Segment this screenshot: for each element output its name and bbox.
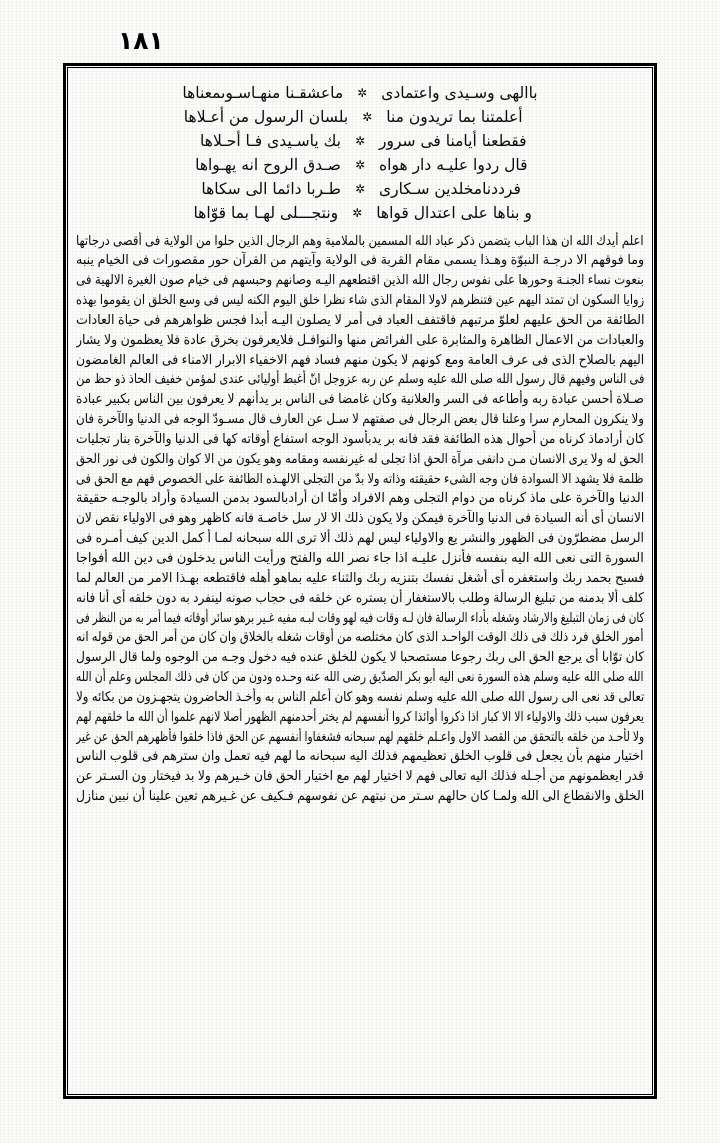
prose-line: السورة التى نعى الله اليه بنفسه فأنزل عليـه اذا جاء نصر الله والفتح ورأيت الناس يدخلون فى دين الله أفواجا xyxy=(76,551,644,566)
prose-line: الحق له ولا يرى الانسان مـن دانفى مرآة الحق اذا تجلى له غيرنفسه ومقامه وهو يكون من الا كوان والكون فى نور الحق xyxy=(76,451,644,467)
prose-line: الانسان أى أنه السيادة فى الدنيا والآخرة فيمكن ولا يكون ذلك الا لار سل خاصـة فانه كاظهر وهو فى الاولياء نقص لان xyxy=(76,511,644,527)
verse-separator-icon: ✲ xyxy=(352,206,363,220)
prose-line: ولا ينكرون المحارم سرا وعلنا قال بعض الرجال فى صفتهم لا سـل عن العارف قال مسـودّ الوجه فى الدنيا والآخرة فان xyxy=(76,412,644,428)
verse-line xyxy=(76,82,644,106)
verse-separator-icon: ✲ xyxy=(357,86,368,100)
prose-line: اعلم أيدك الله ان هذا الباب يتضمن ذكر عباد الله المسمين بالملامية وهم الرجال الذين حلوا من الولاية فى أقصى درجاتها xyxy=(76,233,644,249)
verse-separator-icon: ✲ xyxy=(354,134,366,148)
prose-line: ظلمة فلا يشهد الا السوادة فان وجه الشىء حقيقته وذاته ولا بدّ من التجلى الالهـذه الطائفة على الخصوص فهم مع الحق فى xyxy=(76,471,644,487)
verse-line xyxy=(76,154,644,178)
prose-line: الله صلى الله عليه وسلم هذه السورة نعى اليه أبو بكر الصدّيق رضى الله عنه وحـده ودون من كان فى ذلك المجلس وعلم أن الله xyxy=(76,670,644,686)
prose-line: فسبح بحمد ربك واستغفره أى أشغل نفسك بتنزيه ربك والثناء عليه بماهو أهله فاقتطعه بهـذا الامر من العالم لما xyxy=(76,570,644,586)
verse-line xyxy=(76,178,644,202)
prose-line: الرسل مضطرّون فى الظهور والنشر يع والاولياء ليس لهم ذلك ألا ترى الله سبحانه لمـا أ كمل الدين كيف أمـره فى xyxy=(76,531,644,547)
verse-line xyxy=(76,106,644,130)
verse-separator-icon: ✲ xyxy=(354,158,366,172)
page-number: ١٨١ xyxy=(118,26,164,55)
prose-line: فى الناس وفيهم قال رسول الله صلى الله عليه وسلم عن ربه عزوجل انّ أغبط أوليائى عندى لمؤمن خفيف الحاذ ذو حظ من xyxy=(76,372,644,388)
prose-line: صـلاة أحسن عبادة ربه وأطاعه فى السر والعلانية وكان غامضا فى الناس بر يدأنهم لا يعرفون بين الناس بكبير عبادة xyxy=(76,392,644,408)
hemistich-second: صـدق الروح انه يهـواها xyxy=(195,156,341,174)
hemistich-second: طـربا دائما الى سكاها xyxy=(201,180,341,198)
prose-line: يعرفون سبب ذلك والاولياء الا الا كبار اذا ذكروا أوائذا كروا أنفسهم لم يختر أحدمنهم الظهور أصلا لانهم علموا أن الله ما خلقهم لهم xyxy=(76,709,644,725)
hemistich-first: قال ردوا عليـه دار هواه xyxy=(379,156,528,174)
hemistich-first: باالهى وسـيدى واعتمادى xyxy=(381,84,538,102)
prose-line: أمور الخلق فرد ذلك فى ذلك الوقت الواحـد الذى كان مختلصه من أوقات شغله بالخلاق وان كان من أمر الحق من قوله انه xyxy=(76,630,644,646)
prose-line: الخلق والانقطاع الى الله ولمـا كان حالهم سـتر من نبتهم عن نفوسهم فـكيف عن غـيرهم تعين علينا أن نبين منازل xyxy=(76,789,644,805)
hemistich-first: أعلمتنا بما تريدون منا xyxy=(386,108,523,126)
hemistich-second: بك ياسـيدى فـا أحـلاها xyxy=(200,132,341,150)
hemistich-second: بلسان الرسول من أعـلاها xyxy=(183,108,349,126)
prose-line: الدنيا والآخرة على ماذ كرناه من دوام التجلى وهم الافراد وأمّا ان أرادبالسود بدمن السيادة وأراد بالوجـه حقيقة xyxy=(76,491,644,507)
prose-line: اختيار منهم بأن يجعل فى قلوب الخلق تعظيمهم فذلك اليه سبحانه ما لهم فيه تعمل وان سترهم فى قلوب الناس xyxy=(76,749,644,765)
verse-separator-icon: ✲ xyxy=(362,110,373,124)
hemistich-second: ماعشقـنا منهـاسـوىمعناها xyxy=(182,84,344,102)
prose-line: اليهم بالصلاح الذى فى عرف العامة ومع كونهم لا يكون منهم فساد فهم الاخفياء الابرار الامناء فى العالم الغامضون xyxy=(76,352,644,368)
prose-line: والعبادات من الاعمال الظاهرة والمثابرة على الفرائض منها والنوافـل فلايعرفون بخرق عادة فلا يعظمون ولا يشار xyxy=(76,332,644,348)
prose-line: ولا لأحـد من خلقه بالتحقق من القصد الاول واعـلم خلقهم لهم سبحانه فشغفاوا أنفسهم عن الحق فاذا خلقوا فأظهرهم الحق عن غير xyxy=(76,729,644,745)
prose-line: وما فوقهم الا درجـة النبوّة وهـذا يسمى مقام القربة فى الولاية وآيتهم من القرآن حور مقصورات فى الخيام ينبه xyxy=(76,253,644,269)
prose-line: زوايا السكون ان تمتد اليهم عين فتنظرهم لاولا المقام الذى شاء نظرا خلق اليوم الكنه ليس فى وسع الخلق ان يقوموا بهذه xyxy=(76,293,644,309)
verse-separator-icon: ✲ xyxy=(354,182,366,196)
prose-line: الطائفة من الحق عليهم لعلوّ مرتبهم فاقتفف العباد فى أمر لا يصلون اليـه أبدا فجس ظواهرهم فى حياة العادات xyxy=(76,312,644,328)
page-content xyxy=(70,70,650,1092)
verse-line xyxy=(76,202,644,226)
prose-line: قدر ايعظمونهم من أجـله فذلك اليه تعالى فهم لا اختيار لهم مع اختيار الحق فان خـيرهم ولا بد فيختار ون السـتر عن xyxy=(76,769,644,785)
hemistich-first: فرددنامخلدين سـكارى xyxy=(379,180,521,198)
hemistich-first: و بناها على اعتدال قواها xyxy=(376,204,532,222)
prose-block xyxy=(76,232,644,807)
hemistich-first: فقطعنا أيامنا فى سرور xyxy=(379,132,527,150)
hemistich-second: ونتجـــلى لهـا بما قوّاها xyxy=(193,204,339,222)
prose-line: كان توّابا أى يرجع الحق الى ربك رجوعا مستصحبا لا يكون للخلق عنده فيه دخول وجـه من الوجوه ولما قال الرسول xyxy=(76,650,644,666)
prose-line: كان أرادماذ كرناه من أحوال هذه الطائفة فقد فانه بر يدبأسود الوجه استفاع أوقاته كها فى الدنيا والآخرة بنار تجليات xyxy=(76,431,644,447)
verse-line xyxy=(76,130,644,154)
poem-block xyxy=(76,82,644,226)
prose-line: كان فى زمان التبليغ والارشاد وشغله بأداء الرسالة فان لـه وقات فيه لهو وقات لبـه مفيه غـير برهو سائر أوقاته فيما أمر به من النظر فى xyxy=(76,610,644,626)
prose-line: كلف ألا بدمنه من تبليغ الرسالة وطلب بالاستغفار أن يستره عن خلقه فى حجاب صونه لينفرد به دون خلقه أى أنا فانه xyxy=(76,590,644,606)
prose-line: بنعوت نساء الجنـة وحورها على نفوس رجال الله الذين اقتطعهم اليـه وصانهم وحبسهم فى خيام صون الغيرة الالهية فى xyxy=(76,273,644,289)
prose-line: تعالى قد نعى الى رسول الله صلى الله عليه وسلم نفسه وهو كان أعلم الناس به وأخـذ الحاضرون يتجهـزون من بكائه ولا xyxy=(76,689,644,705)
